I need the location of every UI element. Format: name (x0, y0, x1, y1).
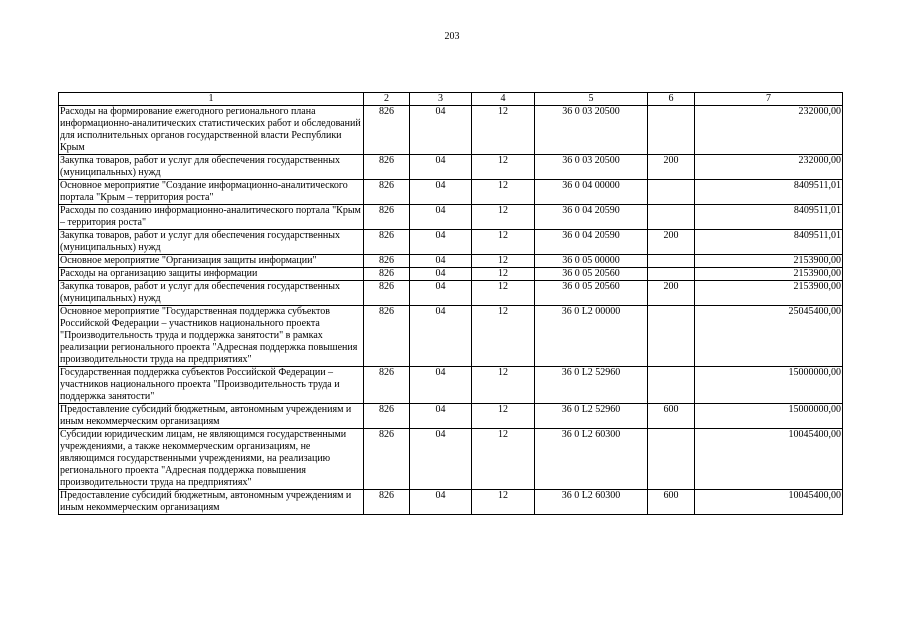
subsection-code-cell: 12 (472, 106, 535, 155)
subsection-code-cell: 12 (472, 429, 535, 490)
section-code-cell: 04 (410, 367, 472, 404)
item-name-cell: Основное мероприятие "Организация защиты информации" (59, 255, 364, 268)
ministry-code-cell: 826 (364, 281, 410, 306)
amount-cell: 2153900,00 (695, 268, 843, 281)
section-code-cell: 04 (410, 404, 472, 429)
table-row (59, 367, 843, 404)
budget-table (58, 92, 843, 515)
section-code-cell: 04 (410, 281, 472, 306)
subsection-code-cell: 12 (472, 306, 535, 367)
ministry-code-cell: 826 (364, 255, 410, 268)
table-body (59, 106, 843, 515)
column-header: 2 (364, 93, 410, 106)
ministry-code-cell: 826 (364, 306, 410, 367)
target-article-cell: 36 0 04 00000 (535, 180, 648, 205)
ministry-code-cell: 826 (364, 490, 410, 515)
subsection-code-cell: 12 (472, 255, 535, 268)
expense-type-cell (648, 106, 695, 155)
subsection-code-cell: 12 (472, 230, 535, 255)
expense-type-cell (648, 306, 695, 367)
item-name-cell: Государственная поддержка субъектов Российской Федерации – участников национального проекта "Производительность труда и поддержка занятости" (59, 367, 364, 404)
ministry-code-cell: 826 (364, 106, 410, 155)
amount-cell: 232000,00 (695, 155, 843, 180)
table-row (59, 155, 843, 180)
column-header: 4 (472, 93, 535, 106)
expense-type-cell (648, 367, 695, 404)
amount-cell: 2153900,00 (695, 281, 843, 306)
section-code-cell: 04 (410, 255, 472, 268)
item-name-cell: Расходы на организацию защиты информации (59, 268, 364, 281)
item-name-cell: Основное мероприятие "Государственная поддержка субъектов Российской Федерации – участников национального проекта "Производительность труда и поддержка занятости" в рамках реализации регионального проекта "Адресная поддержка повышения производительности труда на предприятиях" (59, 306, 364, 367)
item-name-cell: Закупка товаров, работ и услуг для обеспечения государственных (муниципальных) нужд (59, 281, 364, 306)
item-name-cell: Расходы по созданию информационно-аналитического портала "Крым – территория роста" (59, 205, 364, 230)
section-code-cell: 04 (410, 205, 472, 230)
ministry-code-cell: 826 (364, 155, 410, 180)
amount-cell: 15000000,00 (695, 404, 843, 429)
amount-cell: 10045400,00 (695, 429, 843, 490)
target-article-cell: 36 0 04 20590 (535, 230, 648, 255)
table-row (59, 306, 843, 367)
section-code-cell: 04 (410, 268, 472, 281)
target-article-cell: 36 0 L2 60300 (535, 429, 648, 490)
expense-type-cell: 600 (648, 490, 695, 515)
table-row (59, 404, 843, 429)
table-row (59, 205, 843, 230)
amount-cell: 232000,00 (695, 106, 843, 155)
expense-type-cell (648, 255, 695, 268)
item-name-cell: Субсидии юридическим лицам, не являющимся государственными учреждениями, а также некоммерческим организациям, не являющимся государственными учреждениями, на реализацию регионального проекта "Адресная поддержка повышения производительности труда на предприятиях" (59, 429, 364, 490)
expense-type-cell (648, 268, 695, 281)
section-code-cell: 04 (410, 230, 472, 255)
section-code-cell: 04 (410, 180, 472, 205)
item-name-cell: Закупка товаров, работ и услуг для обеспечения государственных (муниципальных) нужд (59, 155, 364, 180)
item-name-cell: Закупка товаров, работ и услуг для обеспечения государственных (муниципальных) нужд (59, 230, 364, 255)
amount-cell: 15000000,00 (695, 367, 843, 404)
target-article-cell: 36 0 L2 00000 (535, 306, 648, 367)
ministry-code-cell: 826 (364, 404, 410, 429)
amount-cell: 8409511,01 (695, 205, 843, 230)
expense-type-cell: 200 (648, 155, 695, 180)
ministry-code-cell: 826 (364, 367, 410, 404)
expense-type-cell (648, 180, 695, 205)
column-header: 6 (648, 93, 695, 106)
ministry-code-cell: 826 (364, 268, 410, 281)
amount-cell: 8409511,01 (695, 180, 843, 205)
item-name-cell: Предоставление субсидий бюджетным, автономным учреждениям и иным некоммерческим организациям (59, 404, 364, 429)
table-row (59, 281, 843, 306)
target-article-cell: 36 0 03 20500 (535, 155, 648, 180)
target-article-cell: 36 0 03 20500 (535, 106, 648, 155)
section-code-cell: 04 (410, 155, 472, 180)
subsection-code-cell: 12 (472, 367, 535, 404)
target-article-cell: 36 0 L2 52960 (535, 367, 648, 404)
section-code-cell: 04 (410, 429, 472, 490)
column-header: 3 (410, 93, 472, 106)
table-row (59, 106, 843, 155)
section-code-cell: 04 (410, 106, 472, 155)
ministry-code-cell: 826 (364, 180, 410, 205)
target-article-cell: 36 0 05 20560 (535, 281, 648, 306)
column-header: 5 (535, 93, 648, 106)
item-name-cell: Предоставление субсидий бюджетным, автономным учреждениям и иным некоммерческим организациям (59, 490, 364, 515)
header-row (59, 93, 843, 106)
ministry-code-cell: 826 (364, 429, 410, 490)
subsection-code-cell: 12 (472, 281, 535, 306)
target-article-cell: 36 0 04 20590 (535, 205, 648, 230)
table-row (59, 180, 843, 205)
table-row (59, 490, 843, 515)
target-article-cell: 36 0 05 20560 (535, 268, 648, 281)
expense-type-cell: 200 (648, 281, 695, 306)
table-row (59, 268, 843, 281)
expense-type-cell: 200 (648, 230, 695, 255)
table-row (59, 230, 843, 255)
expense-type-cell (648, 205, 695, 230)
target-article-cell: 36 0 L2 52960 (535, 404, 648, 429)
target-article-cell: 36 0 05 00000 (535, 255, 648, 268)
table-row (59, 255, 843, 268)
subsection-code-cell: 12 (472, 205, 535, 230)
section-code-cell: 04 (410, 306, 472, 367)
ministry-code-cell: 826 (364, 230, 410, 255)
expense-type-cell: 600 (648, 404, 695, 429)
section-code-cell: 04 (410, 490, 472, 515)
subsection-code-cell: 12 (472, 268, 535, 281)
amount-cell: 8409511,01 (695, 230, 843, 255)
target-article-cell: 36 0 L2 60300 (535, 490, 648, 515)
subsection-code-cell: 12 (472, 404, 535, 429)
subsection-code-cell: 12 (472, 490, 535, 515)
item-name-cell: Расходы на формирование ежегодного регионального плана информационно-аналитических статистических работ и обследований для исполнительных органов государственной власти Республики Крым (59, 106, 364, 155)
column-header: 7 (695, 93, 843, 106)
table-row (59, 429, 843, 490)
ministry-code-cell: 826 (364, 205, 410, 230)
amount-cell: 10045400,00 (695, 490, 843, 515)
amount-cell: 2153900,00 (695, 255, 843, 268)
page-number: 203 (444, 31, 460, 42)
column-header: 1 (59, 93, 364, 106)
subsection-code-cell: 12 (472, 180, 535, 205)
subsection-code-cell: 12 (472, 155, 535, 180)
amount-cell: 25045400,00 (695, 306, 843, 367)
expense-type-cell (648, 429, 695, 490)
item-name-cell: Основное мероприятие "Создание информационно-аналитического портала "Крым – территория роста" (59, 180, 364, 205)
